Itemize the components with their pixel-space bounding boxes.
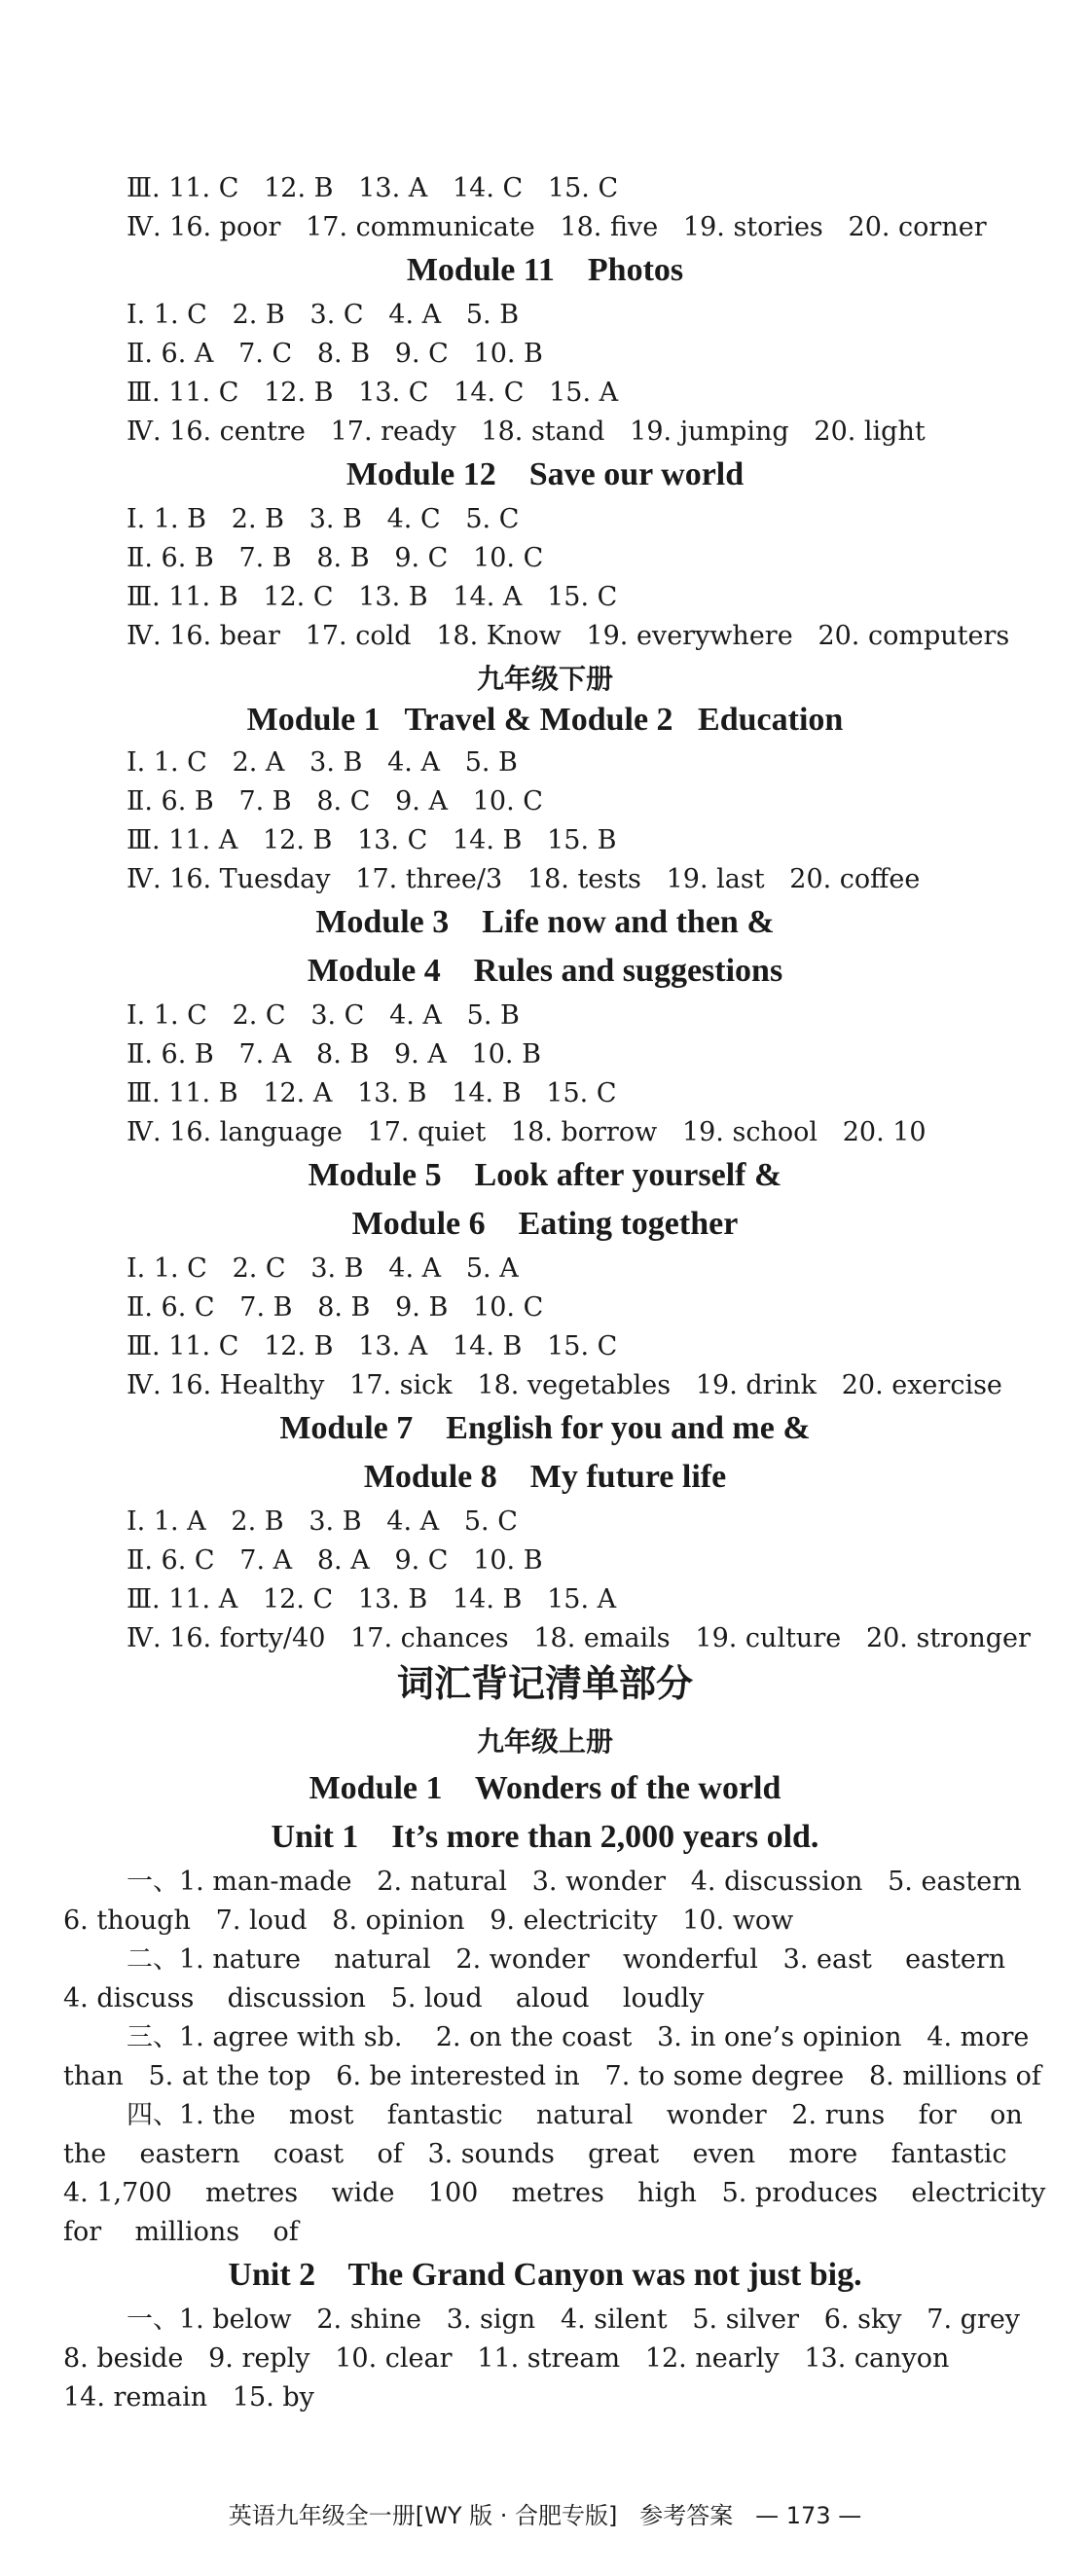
module-heading: Module 1 Wonders of the world bbox=[309, 1770, 781, 1806]
answer-line: 14. remain 15. by bbox=[63, 2382, 314, 2413]
answer-line: Ⅲ. 11. B 12. C 13. B 14. A 15. C bbox=[127, 582, 618, 612]
module-heading: Unit 1 It’s more than 2,000 years old. bbox=[271, 1819, 819, 1855]
answer-line: Ⅲ. 11. A 12. B 13. C 14. B 15. B bbox=[127, 825, 617, 855]
answer-line: Ⅱ. 6. B 7. B 8. B 9. C 10. C bbox=[127, 543, 544, 573]
answer-line: Ⅱ. 6. B 7. A 8. B 9. A 10. B bbox=[127, 1039, 541, 1070]
answer-line: 四、1. the most fantastic natural wonder 2. runs for on bbox=[127, 2100, 1023, 2130]
answer-line: 三、1. agree with sb. 2. on the coast 3. in one’s opinion 4. more bbox=[127, 2022, 1030, 2052]
answer-line: Ⅰ. 1. C 2. C 3. B 4. A 5. A bbox=[127, 1253, 519, 1284]
answer-line: Ⅳ. 16. bear 17. cold 18. Know 19. everywhere 20. computers bbox=[127, 621, 1010, 651]
module-heading: Module 1 Travel & Module 2 Education bbox=[246, 702, 844, 738]
answer-line: Ⅲ. 11. A 12. C 13. B 14. B 15. A bbox=[127, 1584, 617, 1615]
answer-line: Ⅰ. 1. B 2. B 3. B 4. C 5. C bbox=[127, 504, 520, 534]
answer-line: Ⅱ. 6. C 7. A 8. A 9. C 10. B bbox=[127, 1545, 543, 1576]
answer-line: Ⅳ. 16. Tuesday 17. three/3 18. tests 19. last 20. coffee bbox=[127, 864, 921, 894]
answer-line: 一、1. man-made 2. natural 3. wonder 4. discussion 5. eastern bbox=[127, 1867, 1022, 1897]
section-heading: 词汇背记清单部分 bbox=[396, 1662, 693, 1705]
answer-line: Ⅱ. 6. C 7. B 8. B 9. B 10. C bbox=[127, 1292, 544, 1323]
module-heading: Unit 2 The Grand Canyon was not just big. bbox=[228, 2257, 862, 2293]
volume-heading: 九年级上册 bbox=[476, 1725, 613, 1758]
answer-line: Ⅳ. 16. language 17. quiet 18. borrow 19. school 20. 10 bbox=[127, 1117, 926, 1147]
answer-line: Ⅰ. 1. C 2. C 3. C 4. A 5. B bbox=[127, 1000, 520, 1031]
module-heading: Module 5 Look after yourself & bbox=[308, 1157, 782, 1193]
page-footer: 英语九年级全一册[WY 版 · 合肥专版] 参考答案 — 173 — bbox=[228, 2502, 862, 2529]
answer-line: 二、1. nature natural 2. wonder wonderful 3. east eastern bbox=[127, 1944, 1006, 1975]
answer-line: Ⅲ. 11. C 12. B 13. A 14. C 15. C bbox=[127, 173, 619, 203]
module-heading: Module 4 Rules and suggestions bbox=[307, 953, 783, 989]
answer-line: Ⅳ. 16. forty/40 17. chances 18. emails 19. culture 20. stronger bbox=[127, 1623, 1031, 1653]
answer-line: 4. 1,700 metres wide 100 metres high 5. produces electricity bbox=[63, 2178, 1046, 2208]
answer-line: Ⅳ. 16. poor 17. communicate 18. five 19. stories 20. corner bbox=[127, 212, 987, 242]
answer-line: Ⅱ. 6. B 7. B 8. C 9. A 10. C bbox=[127, 786, 543, 816]
module-heading: Module 7 English for you and me & bbox=[279, 1410, 811, 1446]
answer-line: Ⅰ. 1. C 2. B 3. C 4. A 5. B bbox=[127, 300, 520, 330]
answer-line: 4. discuss discussion 5. loud aloud loudly bbox=[63, 1983, 705, 2014]
answer-line: 8. beside 9. reply 10. clear 11. stream 12. nearly 13. canyon bbox=[63, 2343, 950, 2374]
answer-line: Ⅱ. 6. A 7. C 8. B 9. C 10. B bbox=[127, 339, 543, 369]
answer-line: Ⅲ. 11. C 12. B 13. C 14. C 15. A bbox=[127, 378, 619, 408]
answer-line: Ⅳ. 16. Healthy 17. sick 18. vegetables 19. drink 20. exercise bbox=[127, 1370, 1002, 1400]
module-heading: Module 3 Life now and then & bbox=[315, 904, 775, 940]
module-heading: Module 8 My future life bbox=[363, 1459, 727, 1495]
answer-line: Ⅰ. 1. C 2. A 3. B 4. A 5. B bbox=[127, 747, 518, 778]
answer-line: Ⅲ. 11. B 12. A 13. B 14. B 15. C bbox=[127, 1078, 617, 1108]
answer-line: 6. though 7. loud 8. opinion 9. electricity 10. wow bbox=[63, 1905, 794, 1936]
module-heading: Module 6 Eating together bbox=[351, 1206, 739, 1242]
answer-line: than 5. at the top 6. be interested in 7. to some degree 8. millions of bbox=[63, 2061, 1041, 2091]
answer-line: the eastern coast of 3. sounds great even more fantastic bbox=[63, 2139, 1007, 2169]
module-heading: Module 11 Photos bbox=[406, 252, 684, 288]
answer-line: Ⅲ. 11. C 12. B 13. A 14. B 15. C bbox=[127, 1331, 618, 1361]
answer-line: Ⅰ. 1. A 2. B 3. B 4. A 5. C bbox=[127, 1506, 518, 1537]
volume-heading: 九年级下册 bbox=[476, 663, 613, 695]
answer-line: Ⅳ. 16. centre 17. ready 18. stand 19. jumping 20. light bbox=[127, 417, 926, 447]
module-heading: Module 12 Save our world bbox=[345, 456, 745, 492]
answer-line: for millions of bbox=[63, 2217, 299, 2247]
answer-line: 一、1. below 2. shine 3. sign 4. silent 5. silver 6. sky 7. grey bbox=[127, 2304, 1021, 2335]
